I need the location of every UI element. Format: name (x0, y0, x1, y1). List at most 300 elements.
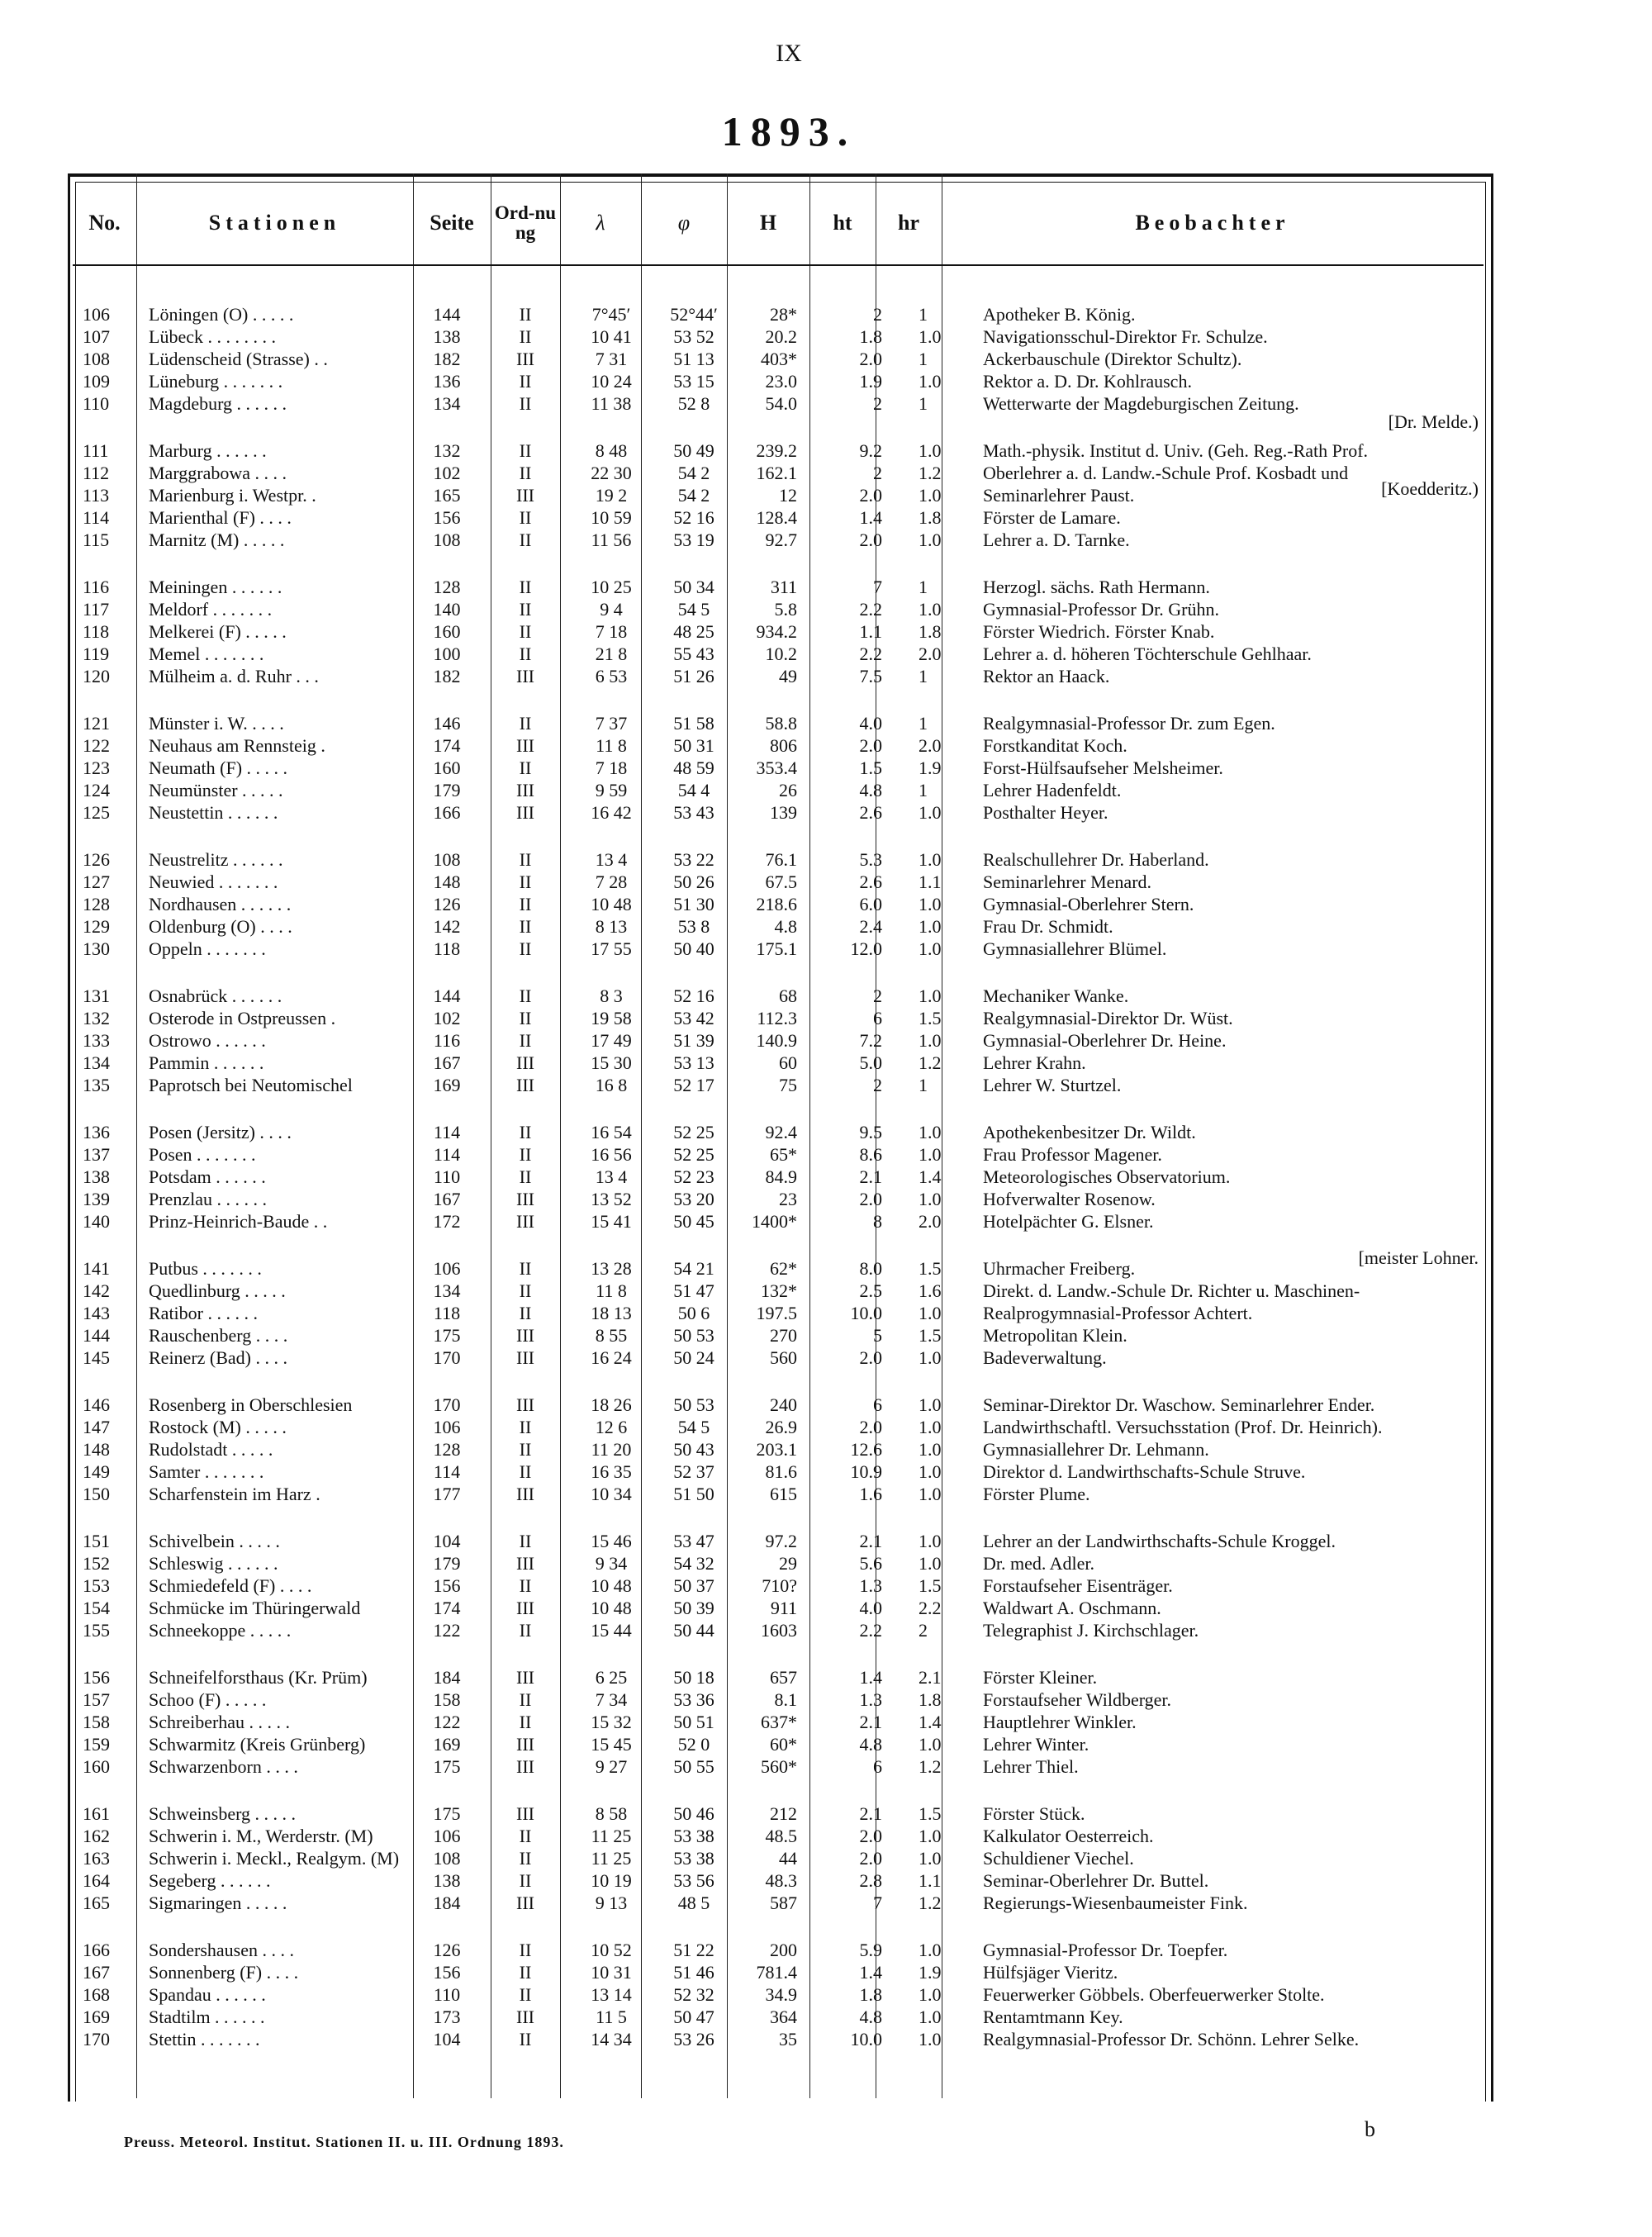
page-ref: 134 (433, 393, 461, 414)
station-name: Neustrelitz . . . . . . (149, 849, 283, 870)
station-name: Schneekoppe . . . . . (149, 1620, 292, 1641)
station-name: Rostock (M) . . . . . (149, 1417, 287, 1437)
longitude: 16 42 (591, 802, 632, 823)
table-row (0, 893, 1652, 915)
height-ht: 1.6 (859, 1484, 882, 1504)
page-ref: 160 (433, 621, 461, 642)
latitude: 53 47 (673, 1531, 714, 1551)
height-hr: 1.8 (919, 1689, 942, 1710)
height-ht: 2.6 (859, 802, 882, 823)
table-row (0, 734, 1652, 757)
height-hr: 1.5 (919, 1258, 942, 1279)
height-hr: 2.0 (919, 1211, 942, 1232)
page-ref: 144 (433, 304, 461, 325)
row-number: 126 (83, 849, 110, 870)
row-number: 134 (83, 1052, 110, 1073)
longitude: 15 44 (591, 1620, 632, 1641)
height-hr: 1.0 (919, 986, 942, 1006)
latitude: 50 46 (673, 1803, 714, 1824)
longitude: 8 3 (600, 986, 623, 1006)
longitude: 8 13 (595, 916, 628, 937)
order-class: II (519, 758, 532, 778)
height-hr: 1.0 (919, 1940, 942, 1960)
latitude: 53 22 (673, 849, 714, 870)
height-h: 139 (770, 802, 797, 823)
order-class: III (516, 1394, 534, 1415)
table-row (0, 1438, 1652, 1460)
observer: Realgymnasial-Direktor Dr. Wüst. (983, 1008, 1233, 1028)
table-row (0, 938, 1652, 960)
row-number: 142 (83, 1280, 110, 1301)
header-lambda: λ (596, 211, 605, 235)
observer: Direktor d. Landwirthschafts-Schule Struve. (983, 1461, 1306, 1482)
order-class: II (519, 1258, 532, 1279)
height-h: 97.2 (765, 1531, 797, 1551)
order-class: II (519, 1144, 532, 1165)
height-h: 58.8 (765, 713, 797, 734)
latitude: 53 38 (673, 1826, 714, 1846)
row-number: 148 (83, 1439, 110, 1460)
height-h: 92.7 (765, 530, 797, 550)
longitude: 12 6 (595, 1417, 628, 1437)
height-ht: 2.2 (859, 1620, 882, 1641)
order-class: II (519, 530, 532, 550)
row-number: 133 (83, 1030, 110, 1051)
station-name: Memel . . . . . . . (149, 644, 264, 664)
row-number: 163 (83, 1848, 110, 1869)
station-name: Sigmaringen . . . . . (149, 1893, 287, 1913)
height-h: 637* (761, 1712, 797, 1732)
table-row (0, 620, 1652, 643)
station-name: Marburg . . . . . . (149, 440, 267, 461)
page-ref: 169 (433, 1734, 461, 1755)
height-hr: 1.4 (919, 1166, 942, 1187)
longitude: 18 26 (591, 1394, 632, 1415)
row-number: 114 (83, 507, 110, 528)
height-h: 48.3 (765, 1870, 797, 1891)
longitude: 10 48 (591, 1598, 632, 1618)
height-hr: 1.0 (919, 1553, 942, 1574)
latitude: 54 5 (677, 599, 710, 620)
observer: Lehrer Thiel. (983, 1756, 1079, 1777)
height-hr: 1.6 (919, 1280, 942, 1301)
station-name: Samter . . . . . . . (149, 1461, 264, 1482)
height-ht: 4.8 (859, 1734, 882, 1755)
order-class: III (516, 1211, 534, 1232)
height-h: 560* (761, 1756, 797, 1777)
page-ref: 108 (433, 849, 461, 870)
latitude: 52 16 (673, 986, 714, 1006)
page-ref: 175 (433, 1756, 461, 1777)
row-number: 120 (83, 666, 110, 686)
station-name: Posen (Jersitz) . . . . (149, 1122, 292, 1142)
order-class: III (516, 1893, 534, 1913)
order-class: III (516, 1553, 534, 1574)
station-name: Schoo (F) . . . . . (149, 1689, 267, 1710)
longitude: 7 18 (595, 621, 628, 642)
height-h: 49 (779, 666, 797, 686)
height-hr: 1.8 (919, 621, 942, 642)
order-class: II (519, 1030, 532, 1051)
observer: Forst-Hülfsaufseher Melsheimer. (983, 758, 1223, 778)
longitude: 11 25 (591, 1826, 632, 1846)
latitude: 52 25 (673, 1144, 714, 1165)
station-name: Lüneburg . . . . . . . (149, 371, 283, 392)
order-class: III (516, 1325, 534, 1346)
height-ht: 10.0 (850, 2029, 882, 2049)
longitude: 9 4 (600, 599, 623, 620)
table-row (0, 506, 1652, 529)
height-h: 48.5 (765, 1826, 797, 1846)
station-name: Pammin . . . . . . (149, 1052, 264, 1073)
order-class: II (519, 1008, 532, 1028)
height-ht: 4.0 (859, 1598, 882, 1618)
height-h: 62* (770, 1258, 797, 1279)
station-name: Rosenberg in Oberschlesien (149, 1394, 353, 1415)
order-class: II (519, 1962, 532, 1983)
latitude: 54 2 (677, 463, 710, 483)
height-h: 84.9 (765, 1166, 797, 1187)
station-name: Marggrabowa . . . . (149, 463, 287, 483)
latitude: 53 36 (673, 1689, 714, 1710)
height-ht: 2.1 (859, 1712, 882, 1732)
row-number: 113 (83, 485, 110, 506)
observer: Gymnasial-Oberlehrer Dr. Heine. (983, 1030, 1227, 1051)
header-seite: Seite (430, 211, 474, 235)
height-hr: 1 (919, 349, 928, 369)
height-hr: 1.0 (919, 1848, 942, 1869)
height-h: 806 (770, 735, 797, 756)
longitude: 15 45 (591, 1734, 632, 1755)
longitude: 13 4 (595, 849, 628, 870)
observer: Hauptlehrer Winkler. (983, 1712, 1137, 1732)
signature-letter: b (1365, 2117, 1375, 2141)
height-ht: 4.0 (859, 713, 882, 734)
table-row (0, 1029, 1652, 1052)
height-ht: 2.0 (859, 1189, 882, 1209)
latitude: 50 39 (673, 1598, 714, 1618)
height-h: 128.4 (756, 507, 797, 528)
longitude: 9 59 (595, 780, 628, 800)
header-rule (73, 264, 1483, 266)
height-hr: 2.0 (919, 644, 942, 664)
latitude: 54 5 (677, 1417, 710, 1437)
row-number: 111 (83, 440, 109, 461)
longitude: 11 38 (591, 393, 632, 414)
station-name: Neuwied . . . . . . . (149, 872, 278, 892)
height-hr: 1.5 (919, 1575, 942, 1596)
height-hr: 1 (919, 666, 928, 686)
observer: Apothekenbesitzer Dr. Wildt. (983, 1122, 1196, 1142)
order-class: III (516, 2007, 534, 2027)
station-name: Posen . . . . . . . (149, 1144, 256, 1165)
observer: Uhrmacher Freiberg. (983, 1258, 1136, 1279)
page-ref: 114 (433, 1122, 461, 1142)
height-h: 112.3 (757, 1008, 797, 1028)
observer: Feuerwerker Göbbels. Oberfeuerwerker Stolte. (983, 1984, 1325, 2005)
station-name: Prinz-Heinrich-Baude . . (149, 1211, 328, 1232)
longitude: 7 37 (595, 713, 628, 734)
latitude: 50 18 (673, 1667, 714, 1688)
latitude: 50 53 (673, 1394, 714, 1415)
page-ref: 138 (433, 326, 461, 347)
page-ref: 100 (433, 644, 461, 664)
height-hr: 1.0 (919, 1394, 942, 1415)
header-no: No. (88, 211, 121, 235)
observer: Gymnasial-Professor Dr. Grühn. (983, 599, 1219, 620)
latitude: 54 21 (673, 1258, 714, 1279)
page-ref: 160 (433, 758, 461, 778)
observer: Seminarlehrer Paust. (983, 485, 1135, 506)
page-ref: 110 (433, 1166, 461, 1187)
latitude: 51 39 (673, 1030, 714, 1051)
page-ref: 122 (433, 1620, 461, 1641)
height-ht: 2.6 (859, 872, 882, 892)
height-hr: 1.0 (919, 1484, 942, 1504)
table-row (0, 1143, 1652, 1166)
observer: Lehrer Winter. (983, 1734, 1089, 1755)
height-hr: 1.2 (919, 463, 942, 483)
page-ref: 158 (433, 1689, 461, 1710)
height-h: 12 (779, 485, 797, 506)
station-name: Löningen (O) . . . . . (149, 304, 294, 325)
height-h: 710? (762, 1575, 797, 1596)
station-name: Lübeck . . . . . . . . (149, 326, 276, 347)
page-ref: 182 (433, 349, 461, 369)
table-row (0, 576, 1652, 598)
order-class: III (516, 1598, 534, 1618)
station-name: Schreiberhau . . . . . (149, 1712, 291, 1732)
height-h: 29 (779, 1553, 797, 1574)
page-ref: 167 (433, 1052, 461, 1073)
station-name: Putbus . . . . . . . (149, 1258, 262, 1279)
longitude: 9 27 (595, 1756, 628, 1777)
row-number: 127 (83, 872, 110, 892)
row-number: 160 (83, 1756, 110, 1777)
observer: Seminar-Direktor Dr. Waschow. Seminarlehrer Ender. (983, 1394, 1375, 1415)
page-ref: 172 (433, 1211, 461, 1232)
longitude: 10 48 (591, 1575, 632, 1596)
row-number: 161 (83, 1803, 110, 1824)
latitude: 54 32 (673, 1553, 714, 1574)
table-row (0, 1574, 1652, 1597)
latitude: 50 34 (673, 577, 714, 597)
longitude: 13 14 (591, 1984, 632, 2005)
page-ref: 170 (433, 1394, 461, 1415)
longitude: 17 49 (591, 1030, 632, 1051)
row-number: 119 (83, 644, 110, 664)
order-class: II (519, 621, 532, 642)
station-name: Schwerin i. Meckl., Realgym. (M) (149, 1848, 400, 1869)
latitude: 50 43 (673, 1439, 714, 1460)
row-number: 147 (83, 1417, 110, 1437)
page-ref: 106 (433, 1258, 461, 1279)
table-row (0, 1939, 1652, 1961)
height-ht: 2.0 (859, 1347, 882, 1368)
height-ht: 1.9 (859, 371, 882, 392)
observer: Wetterwarte der Magdeburgischen Zeitung. (983, 393, 1299, 414)
latitude: 52 23 (673, 1166, 714, 1187)
order-class: II (519, 1439, 532, 1460)
latitude: 50 49 (673, 440, 714, 461)
latitude: 50 55 (673, 1756, 714, 1777)
longitude: 22 30 (591, 463, 632, 483)
row-number: 121 (83, 713, 110, 734)
observer: Waldwart A. Oschmann. (983, 1598, 1161, 1618)
table-row (0, 598, 1652, 620)
height-h: 10.2 (765, 644, 797, 664)
height-ht: 2.0 (859, 1826, 882, 1846)
height-ht: 5.0 (859, 1052, 882, 1073)
height-ht: 2.1 (859, 1531, 882, 1551)
height-h: 26 (779, 780, 797, 800)
station-name: Schivelbein . . . . . (149, 1531, 280, 1551)
table-row (0, 1825, 1652, 1847)
page-ref: 116 (433, 1030, 461, 1051)
latitude: 50 51 (673, 1712, 714, 1732)
station-name: Marnitz (M) . . . . . (149, 530, 285, 550)
table-row (0, 1280, 1652, 1302)
table-row (0, 643, 1652, 665)
latitude: 51 46 (673, 1962, 714, 1983)
height-ht: 7 (873, 577, 882, 597)
height-hr: 1.0 (919, 371, 942, 392)
page-ref: 104 (433, 2029, 461, 2049)
order-class: II (519, 1870, 532, 1891)
height-ht: 2.5 (859, 1280, 882, 1301)
station-name: Rauschenberg . . . . (149, 1325, 288, 1346)
table-row (0, 1733, 1652, 1755)
longitude: 11 20 (591, 1439, 632, 1460)
station-name: Scharfenstein im Harz . (149, 1484, 320, 1504)
longitude: 16 24 (591, 1347, 632, 1368)
table-row (0, 1210, 1652, 1232)
height-ht: 1.4 (859, 507, 882, 528)
table-row (0, 1302, 1652, 1324)
height-hr: 1.0 (919, 1439, 942, 1460)
height-ht: 1.1 (859, 621, 882, 642)
height-h: 8.1 (774, 1689, 797, 1710)
table-row (0, 1847, 1652, 1869)
page-ref: 126 (433, 1940, 461, 1960)
order-class: II (519, 1531, 532, 1551)
order-class: III (516, 666, 534, 686)
latitude: 50 45 (673, 1211, 714, 1232)
page-ref: 175 (433, 1803, 461, 1824)
header-ht: ht (833, 211, 852, 235)
longitude: 6 25 (595, 1667, 628, 1688)
page-ref: 184 (433, 1667, 461, 1688)
height-hr: 1.0 (919, 1984, 942, 2005)
height-h: 615 (770, 1484, 797, 1504)
height-hr: 1.0 (919, 2007, 942, 2027)
height-h: 1603 (761, 1620, 797, 1641)
order-class: II (519, 577, 532, 597)
row-number: 128 (83, 894, 110, 914)
observer: Lehrer a. D. Tarnke. (983, 530, 1130, 550)
row-number: 106 (83, 304, 110, 325)
height-h: 67.5 (765, 872, 797, 892)
longitude: 7 34 (595, 1689, 628, 1710)
observer: Direkt. d. Landw.-Schule Dr. Richter u. Maschinen- (983, 1280, 1360, 1301)
height-ht: 2.0 (859, 735, 882, 756)
table-row (0, 348, 1652, 370)
observer: Meteorologisches Observatorium. (983, 1166, 1231, 1187)
latitude: 50 44 (673, 1620, 714, 1641)
height-ht: 10.9 (850, 1461, 882, 1482)
row-number: 165 (83, 1893, 110, 1913)
observer: Forstaufseher Wildberger. (983, 1689, 1172, 1710)
latitude: 52 25 (673, 1122, 714, 1142)
page-ref: 118 (433, 938, 461, 959)
page-ref: 136 (433, 371, 461, 392)
longitude: 16 8 (595, 1075, 628, 1095)
station-name: Osterode in Ostpreussen . (149, 1008, 336, 1028)
station-name: Schwarzenborn . . . . (149, 1756, 298, 1777)
page-ref: 128 (433, 577, 461, 597)
row-number: 131 (83, 986, 110, 1006)
order-class: II (519, 393, 532, 414)
table-row (0, 801, 1652, 824)
row-number: 116 (83, 577, 110, 597)
table-row (0, 779, 1652, 801)
table-row (0, 712, 1652, 734)
longitude: 11 25 (591, 1848, 632, 1869)
order-class: III (516, 1189, 534, 1209)
height-ht: 9.2 (859, 440, 882, 461)
page-ref: 144 (433, 986, 461, 1006)
latitude: 50 47 (673, 2007, 714, 2027)
row-number: 115 (83, 530, 110, 550)
observer: Förster Kleiner. (983, 1667, 1098, 1688)
longitude: 10 48 (591, 894, 632, 914)
page-ref: 114 (433, 1144, 461, 1165)
height-hr: 1.0 (919, 802, 942, 823)
observer: Rektor an Haack. (983, 666, 1110, 686)
page-ref: 174 (433, 1598, 461, 1618)
height-ht: 2.1 (859, 1166, 882, 1187)
height-h: 65* (770, 1144, 797, 1165)
table-row (0, 1460, 1652, 1483)
height-ht: 6.0 (859, 894, 882, 914)
observer: Gymnasial-Professor Dr. Toepfer. (983, 1940, 1228, 1960)
row-number: 110 (83, 393, 110, 414)
latitude: 50 40 (673, 938, 714, 959)
page-ref: 182 (433, 666, 461, 686)
order-class: III (516, 1667, 534, 1688)
height-ht: 10.0 (850, 1303, 882, 1323)
observer: Hotelpächter G. Elsner. (983, 1211, 1154, 1232)
height-ht: 8.0 (859, 1258, 882, 1279)
height-ht: 2.0 (859, 349, 882, 369)
order-class: II (519, 1122, 532, 1142)
station-name: Mülheim a. d. Ruhr . . . (149, 666, 319, 686)
station-name: Reinerz (Bad) . . . . (149, 1347, 287, 1368)
height-h: 75 (779, 1075, 797, 1095)
height-h: 44 (779, 1848, 797, 1869)
height-hr: 2.1 (919, 1667, 942, 1688)
height-hr: 2.2 (919, 1598, 942, 1618)
order-class: III (516, 349, 534, 369)
latitude: 51 58 (673, 713, 714, 734)
height-ht: 4.8 (859, 780, 882, 800)
order-class: II (519, 1575, 532, 1596)
observer: Dr. med. Adler. (983, 1553, 1095, 1574)
height-h: 560 (770, 1347, 797, 1368)
latitude: 50 53 (673, 1325, 714, 1346)
station-name: Stadtilm . . . . . . (149, 2007, 265, 2027)
height-ht: 2.0 (859, 1417, 882, 1437)
